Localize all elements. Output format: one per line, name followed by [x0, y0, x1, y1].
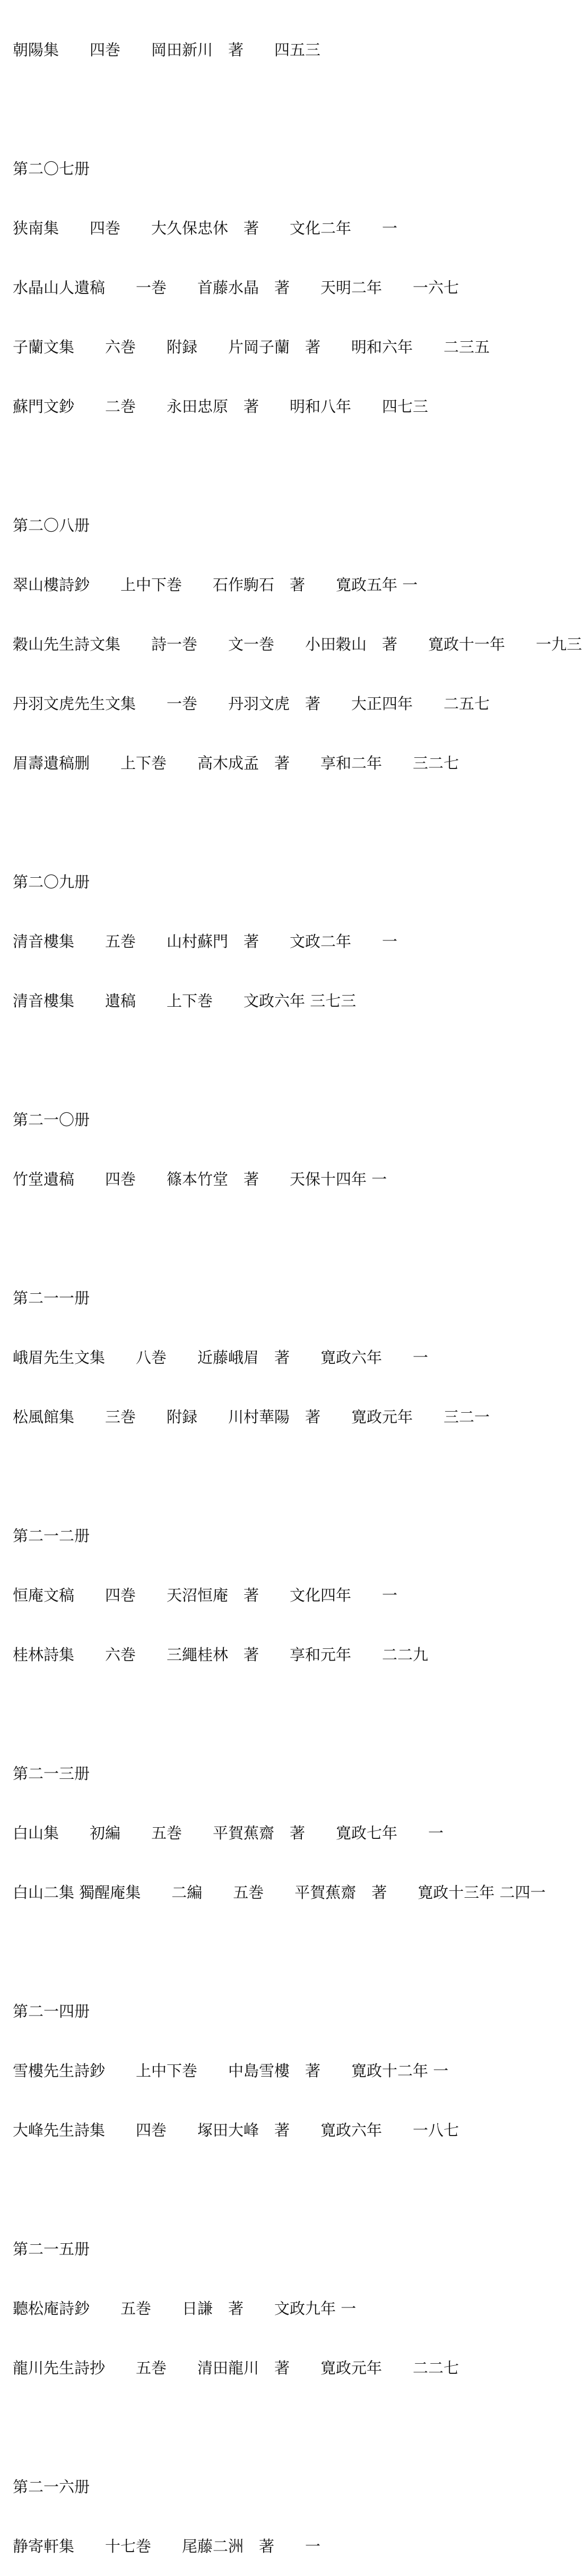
volume-heading: 第二一六册: [13, 2478, 90, 2496]
volume-heading: 第二一五册: [13, 2240, 90, 2258]
volume-heading: 第二〇八册: [13, 516, 90, 534]
text-line: 清音樓集 五巻 山村蘇門 著 文政二年 一: [13, 932, 398, 950]
volume-heading: 第二〇七册: [13, 160, 90, 178]
volume-heading: 第二一二册: [13, 1527, 90, 1545]
volume-heading: 第二一〇册: [13, 1111, 90, 1129]
text-line: 朝陽集 四巻 岡田新川 著 四五三: [13, 41, 321, 59]
text-line: 穀山先生詩文集 詩一巻 文一巻 小田穀山 著 寛政十一年 一九三: [13, 635, 582, 653]
text-line: 竹堂遺稿 四巻 篠本竹堂 著 天保十四年 一: [13, 1170, 387, 1188]
volume-heading: 第二一四册: [13, 2002, 90, 2020]
text-line: 静寄軒集 十七巻 尾藤二洲 著 一: [13, 2537, 321, 2555]
volume-heading: 第二一一册: [13, 1289, 90, 1307]
text-line: 桂林詩集 六巻 三繩桂林 著 享和元年 二二九: [13, 1646, 429, 1664]
blank-line: [13, 2416, 564, 2439]
document-text-block: [13, 2, 582, 2576]
blank-line: [13, 1049, 564, 1072]
text-line: 子蘭文集 六巻 附録 片岡子蘭 著 明和六年 二三五: [13, 338, 490, 356]
blank-line: [13, 1465, 564, 1488]
text-line: 恒庵文稿 四巻 天沼恒庵 著 文化四年 一: [13, 1586, 398, 1604]
blank-line: [13, 454, 564, 478]
text-line: 丹羽文虎先生文集 一巻 丹羽文虎 著 大正四年 二五七: [13, 695, 490, 713]
blank-line: [13, 1702, 564, 1726]
text-line: 翠山樓詩鈔 上中下巻 石作駒石 著 寛政五年 一: [13, 576, 418, 594]
text-line: 龍川先生詩抄 五巻 清田龍川 著 寛政元年 二二七: [13, 2359, 459, 2377]
blank-line: [13, 98, 564, 121]
blank-line: [13, 1227, 564, 1250]
text-line: 水晶山人遺稿 一巻 首藤水晶 著 天明二年 一六七: [13, 279, 459, 297]
text-line: 狭南集 四巻 大久保忠休 著 文化二年 一: [13, 219, 398, 237]
text-line: 聽松庵詩鈔 五巻 日謙 著 文政九年 一: [13, 2300, 357, 2318]
text-line: 蘇門文鈔 二巻 永田忠原 著 明和八年 四七三: [13, 397, 429, 416]
text-line: 大峰先生詩集 四巻 塚田大峰 著 寛政六年 一八七: [13, 2121, 459, 2139]
text-line: 松風館集 三巻 附録 川村華陽 著 寛政元年 三二一: [13, 1408, 490, 1426]
text-line: 白山集 初編 五巻 平賀蕉齋 著 寛政七年 一: [13, 1824, 444, 1842]
volume-heading: 第二〇九册: [13, 873, 90, 891]
text-line: 雪樓先生詩鈔 上中下巻 中島雪樓 著 寛政十二年 一: [13, 2062, 449, 2080]
blank-line: [13, 2178, 564, 2201]
volume-heading: 第二一三册: [13, 1765, 90, 1783]
blank-line: [13, 1940, 564, 1964]
text-line: 白山二集 獨醒庵集 二編 五巻 平賀蕉齋 著 寛政十三年 二四一: [13, 1883, 546, 1901]
text-line: 峨眉先生文集 八巻 近藤峨眉 著 寛政六年 一: [13, 1348, 429, 1367]
blank-line: [13, 811, 564, 834]
text-line: 眉壽遺稿删 上下巻 高木成孟 著 享和二年 三二七: [13, 754, 459, 772]
text-line: 清音樓集 遺稿 上下巻 文政六年 三七三: [13, 992, 357, 1010]
